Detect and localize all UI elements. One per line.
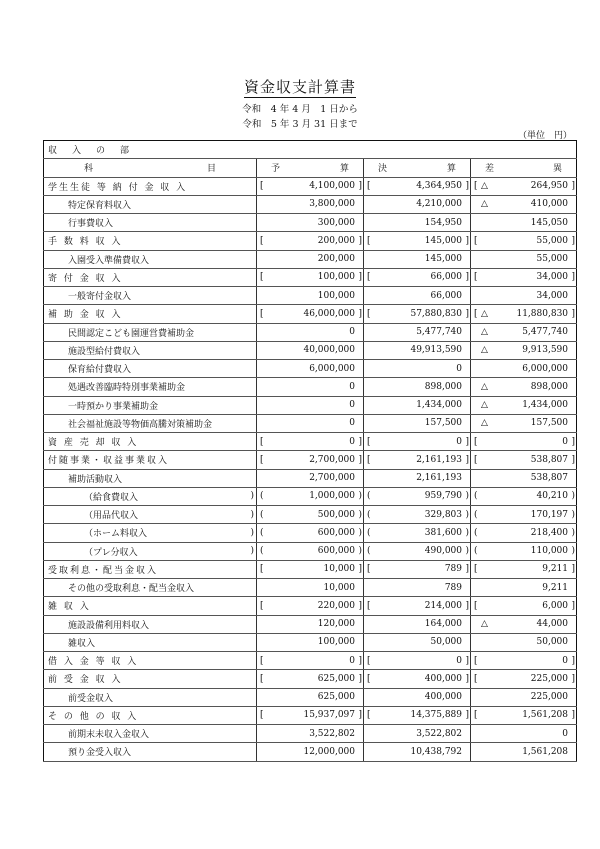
negative-triangle-icon: △ xyxy=(481,345,488,356)
table-row xyxy=(44,232,577,250)
cell-diff: [ ] 0 xyxy=(471,433,577,451)
table-row xyxy=(44,195,577,213)
cell-budget: 40,000,000 xyxy=(257,341,364,359)
negative-triangle-icon: △ xyxy=(481,308,488,319)
cell-actual: ( ) 959,790 xyxy=(364,487,471,505)
cell-actual: 154,950 xyxy=(364,214,471,232)
table-row xyxy=(44,469,577,487)
cell-actual: 0 xyxy=(364,360,471,378)
cell-budget: [ ] 15,937,097 xyxy=(257,706,364,724)
cell-actual: 898,000 xyxy=(364,378,471,396)
cell-budget: [ ] 0 xyxy=(257,652,364,670)
cell-diff: [ ] △ 11,880,830 xyxy=(471,305,577,323)
table-row xyxy=(44,305,577,323)
cell-diff: 145,050 xyxy=(471,214,577,232)
row-label: 補助活動収入 xyxy=(44,469,257,487)
row-label: 施設型給付費収入 xyxy=(44,341,257,359)
cell-actual: [ ] 0 xyxy=(364,652,471,670)
table-row xyxy=(44,615,577,633)
cell-budget: [ ] 625,000 xyxy=(257,670,364,688)
cell-diff: [ ] 9,211 xyxy=(471,560,577,578)
cell-budget: 0 xyxy=(257,378,364,396)
cell-actual: 5,477,740 xyxy=(364,323,471,341)
row-label: 施設設備利用料収入 xyxy=(44,615,257,633)
table-row xyxy=(44,268,577,286)
cell-diff: △ 898,000 xyxy=(471,378,577,396)
cell-budget: ( ) 600,000 xyxy=(257,524,364,542)
negative-triangle-icon: △ xyxy=(481,199,488,210)
cell-budget: 300,000 xyxy=(257,214,364,232)
cell-actual: ( ) 490,000 xyxy=(364,542,471,560)
cell-budget: 100,000 xyxy=(257,633,364,651)
negative-triangle-icon: △ xyxy=(481,181,488,192)
cell-diff: [ ] 538,807 xyxy=(471,451,577,469)
row-label: 付随事業・収益事業収入 xyxy=(44,451,257,469)
cell-diff: 538,807 xyxy=(471,469,577,487)
table-row xyxy=(44,214,577,232)
table-row xyxy=(44,487,577,505)
row-label: 寄 付 金 収 入 xyxy=(44,268,257,286)
document-title: 資金収支計算書 xyxy=(243,78,356,96)
cell-budget: 10,000 xyxy=(257,579,364,597)
row-label: 一時預かり事業補助金 xyxy=(44,396,257,414)
cell-actual: ( ) 329,803 xyxy=(364,506,471,524)
row-label: （ホーム料収入 ) xyxy=(44,524,257,542)
cell-actual: ( ) 381,600 xyxy=(364,524,471,542)
cell-budget: [ ] 220,000 xyxy=(257,597,364,615)
cell-actual: [ ] 789 xyxy=(364,560,471,578)
table-row xyxy=(44,323,577,341)
table-row xyxy=(44,433,577,451)
cell-budget: [ ] 4,100,000 xyxy=(257,177,364,195)
cell-diff: 34,000 xyxy=(471,287,577,305)
cell-diff: [ ] 1,561,208 xyxy=(471,706,577,724)
cell-diff: [ ] 6,000 xyxy=(471,597,577,615)
cell-budget: 120,000 xyxy=(257,615,364,633)
cell-diff: ( ) 40,210 xyxy=(471,487,577,505)
row-label: （給食費収入 ) xyxy=(44,487,257,505)
cell-diff: 55,000 xyxy=(471,250,577,268)
negative-triangle-icon: △ xyxy=(481,418,488,429)
cell-actual: 164,000 xyxy=(364,615,471,633)
cell-actual: 1,434,000 xyxy=(364,396,471,414)
cell-budget: 2,700,000 xyxy=(257,469,364,487)
period-from: 令和 4 年 4 月 1 日から xyxy=(242,104,358,115)
row-label: 社会福祉施設等物価高騰対策補助金 xyxy=(44,414,257,432)
table-row xyxy=(44,360,577,378)
cell-diff: [ ] 34,000 xyxy=(471,268,577,286)
table-row xyxy=(44,177,577,195)
row-label: 雑 収 入 xyxy=(44,597,257,615)
table-row xyxy=(44,725,577,743)
table-row xyxy=(44,706,577,724)
table-row xyxy=(44,688,577,706)
cash-flow-table xyxy=(43,140,577,762)
cell-actual: 10,438,792 xyxy=(364,743,471,761)
cell-budget: 0 xyxy=(257,323,364,341)
cell-budget: [ ] 100,000 xyxy=(257,268,364,286)
cell-budget: 6,000,000 xyxy=(257,360,364,378)
row-label: 入園受入準備費収入 xyxy=(44,250,257,268)
cell-diff: 0 xyxy=(471,725,577,743)
cell-actual: [ ] 0 xyxy=(364,433,471,451)
table-row xyxy=(44,506,577,524)
row-label: 手 数 料 収 入 xyxy=(44,232,257,250)
cell-actual: [ ] 214,000 xyxy=(364,597,471,615)
period-to: 令和 5 年 3 月 31 日まで xyxy=(242,119,358,130)
cell-actual: [ ] 4,364,950 xyxy=(364,177,471,195)
section-title: 収 入 の 部 xyxy=(44,141,577,159)
table-row xyxy=(44,250,577,268)
table-row xyxy=(44,579,577,597)
cell-budget: 3,800,000 xyxy=(257,195,364,213)
cell-diff: 50,000 xyxy=(471,633,577,651)
negative-triangle-icon: △ xyxy=(481,400,488,411)
row-label: 資 産 売 却 収 入 xyxy=(44,433,257,451)
cell-budget: 100,000 xyxy=(257,287,364,305)
header-item: 科 目 xyxy=(44,159,257,177)
table-row xyxy=(44,378,577,396)
table-row xyxy=(44,670,577,688)
cell-budget: [ ] 10,000 xyxy=(257,560,364,578)
cell-budget: [ ] 0 xyxy=(257,433,364,451)
cell-actual: 789 xyxy=(364,579,471,597)
table-row xyxy=(44,287,577,305)
table-row xyxy=(44,542,577,560)
column-header-row xyxy=(44,159,577,177)
cell-actual: 3,522,802 xyxy=(364,725,471,743)
row-label: 一般寄付金収入 xyxy=(44,287,257,305)
cell-budget: 200,000 xyxy=(257,250,364,268)
cell-actual: [ ] 400,000 xyxy=(364,670,471,688)
negative-triangle-icon: △ xyxy=(481,327,488,338)
cell-diff: ( ) 218,400 xyxy=(471,524,577,542)
table-row xyxy=(44,396,577,414)
cell-actual: 4,210,000 xyxy=(364,195,471,213)
section-header-row xyxy=(44,141,577,159)
cell-budget: 625,000 xyxy=(257,688,364,706)
cell-diff: △ 157,500 xyxy=(471,414,577,432)
cell-actual: 2,161,193 xyxy=(364,469,471,487)
table-row xyxy=(44,560,577,578)
unit-label: （単位 円） xyxy=(517,131,572,141)
cell-budget: 3,522,802 xyxy=(257,725,364,743)
cell-budget: [ ] 2,700,000 xyxy=(257,451,364,469)
row-label: 雑収入 xyxy=(44,633,257,651)
table-row xyxy=(44,341,577,359)
row-label: 特定保育料収入 xyxy=(44,195,257,213)
row-label: 補 助 金 収 入 xyxy=(44,305,257,323)
row-label: 処遇改善臨時特別事業補助金 xyxy=(44,378,257,396)
cell-diff: ( ) 110,000 xyxy=(471,542,577,560)
table-row xyxy=(44,743,577,761)
cell-diff: 6,000,000 xyxy=(471,360,577,378)
table-row xyxy=(44,633,577,651)
row-label: その他の受取利息・配当金収入 xyxy=(44,579,257,597)
cell-diff: [ ] 55,000 xyxy=(471,232,577,250)
table-row xyxy=(44,524,577,542)
cell-actual: 157,500 xyxy=(364,414,471,432)
cell-actual: [ ] 145,000 xyxy=(364,232,471,250)
cell-budget: ( ) 1,000,000 xyxy=(257,487,364,505)
cell-budget: [ ] 46,000,000 xyxy=(257,305,364,323)
row-label: 借 入 金 等 収 入 xyxy=(44,652,257,670)
cell-actual: 50,000 xyxy=(364,633,471,651)
cell-actual: 145,000 xyxy=(364,250,471,268)
cell-diff: △ 1,434,000 xyxy=(471,396,577,414)
cell-actual: [ ] 2,161,193 xyxy=(364,451,471,469)
cell-diff: 1,561,208 xyxy=(471,743,577,761)
negative-triangle-icon: △ xyxy=(481,381,488,392)
header-actual: 決 算 xyxy=(364,159,471,177)
header-budget: 予 算 xyxy=(257,159,364,177)
cell-actual: [ ] 66,000 xyxy=(364,268,471,286)
row-label: 預り金受入収入 xyxy=(44,743,257,761)
row-label: 学生生徒 等 納 付 金 収 入 xyxy=(44,177,257,195)
cell-actual: [ ] 14,375,889 xyxy=(364,706,471,724)
cell-diff: [ ] 0 xyxy=(471,652,577,670)
row-label: 前受金収入 xyxy=(44,688,257,706)
row-label: （プレ分収入 ) xyxy=(44,542,257,560)
cell-budget: 12,000,000 xyxy=(257,743,364,761)
table-row xyxy=(44,652,577,670)
cell-diff: △ 9,913,590 xyxy=(471,341,577,359)
cell-diff: 9,211 xyxy=(471,579,577,597)
row-label: 前期末未収入金収入 xyxy=(44,725,257,743)
cell-diff: ( ) 170,197 xyxy=(471,506,577,524)
table-row xyxy=(44,414,577,432)
cell-budget: ( ) 500,000 xyxy=(257,506,364,524)
header-diff: 差 異 xyxy=(471,159,577,177)
cell-diff: △ 410,000 xyxy=(471,195,577,213)
cell-diff: 225,000 xyxy=(471,688,577,706)
cell-diff: △ 44,000 xyxy=(471,615,577,633)
cell-budget: ( ) 600,000 xyxy=(257,542,364,560)
cell-actual: 400,000 xyxy=(364,688,471,706)
cell-actual: 49,913,590 xyxy=(364,341,471,359)
row-label: 受取利息・配当金収入 xyxy=(44,560,257,578)
cell-budget: 0 xyxy=(257,414,364,432)
row-label: 民間認定こども園運営費補助金 xyxy=(44,323,257,341)
table-row xyxy=(44,597,577,615)
cell-budget: 0 xyxy=(257,396,364,414)
table-row xyxy=(44,451,577,469)
cell-budget: [ ] 200,000 xyxy=(257,232,364,250)
row-label: （用品代収入 ) xyxy=(44,506,257,524)
cell-diff: △ 5,477,740 xyxy=(471,323,577,341)
cell-diff: [ ] 225,000 xyxy=(471,670,577,688)
row-label: 前 受 金 収 入 xyxy=(44,670,257,688)
row-label: 保育給付費収入 xyxy=(44,360,257,378)
cell-actual: [ ] 57,880,830 xyxy=(364,305,471,323)
row-label: そ の 他 の 収 入 xyxy=(44,706,257,724)
cell-diff: [ ] △ 264,950 xyxy=(471,177,577,195)
negative-triangle-icon: △ xyxy=(481,619,488,630)
row-label: 行事費収入 xyxy=(44,214,257,232)
cell-actual: 66,000 xyxy=(364,287,471,305)
